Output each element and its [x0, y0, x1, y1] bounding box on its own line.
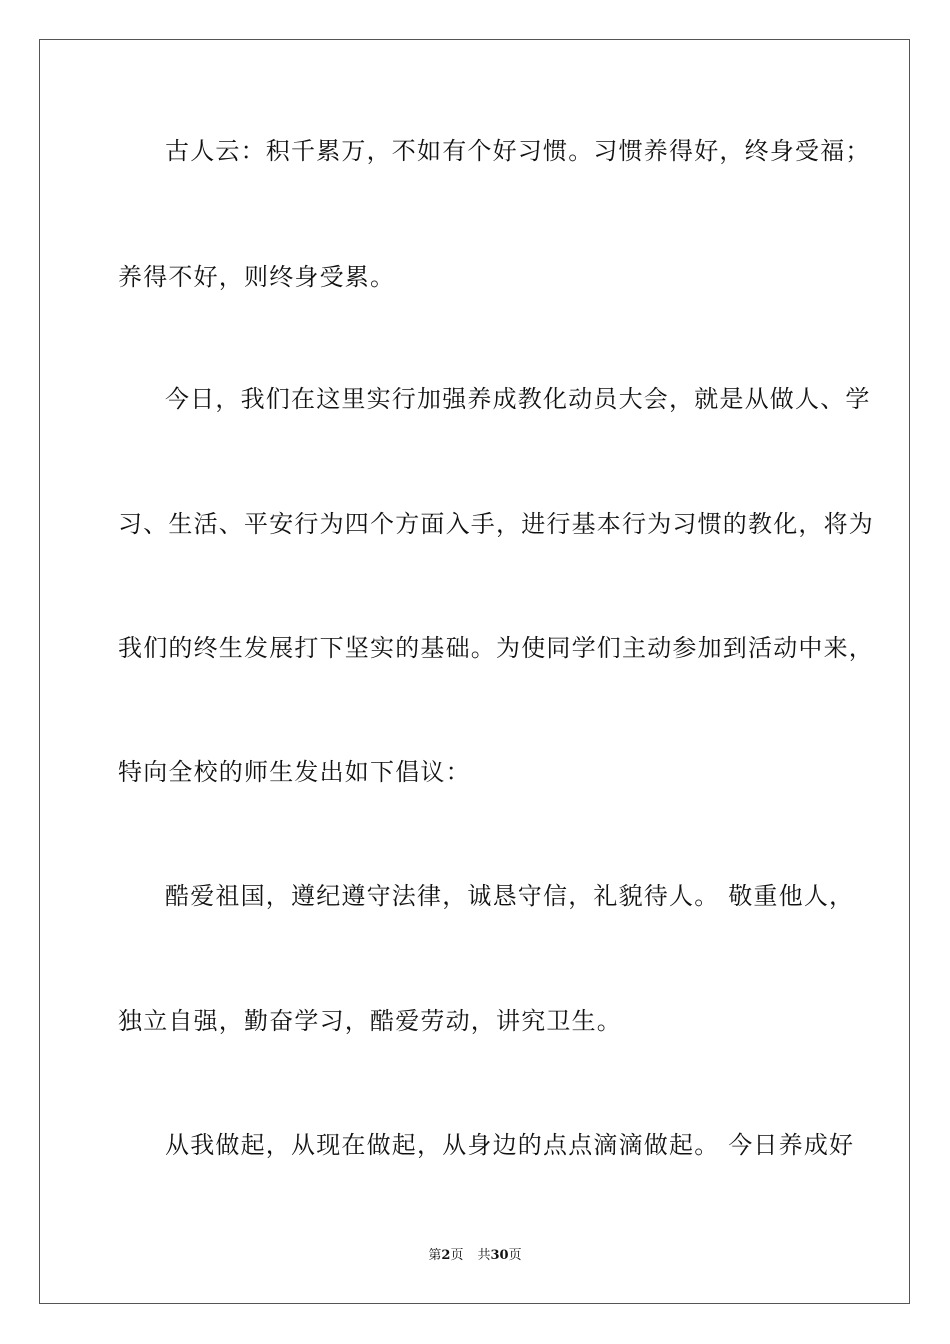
- total-prefix: 共: [477, 1248, 491, 1263]
- page-border: [39, 39, 910, 1304]
- paragraph-3-line-1: 酷爱祖国，遵纪遵守法律，诚恳守信，礼貌待人。 敬重他人，: [165, 882, 855, 910]
- paragraph-1-line-1: 古人云：积千累万，不如有个好习惯。习惯养得好，终身受福；: [165, 137, 871, 165]
- page-number: 2: [441, 1248, 451, 1263]
- paragraph-2-line-1: 今日，我们在这里实行加强养成教化动员大会，就是从做人、学: [165, 385, 871, 413]
- total-pages: 30: [490, 1248, 509, 1263]
- page-suffix: 页: [450, 1248, 464, 1263]
- paragraph-2-line-4: 特向全校的师生发出如下倡议：: [118, 758, 471, 786]
- paragraph-1-line-2: 养得不好，则终身受累。: [118, 263, 396, 291]
- paragraph-2-line-2: 习、生活、平安行为四个方面入手，进行基本行为习惯的教化，将为: [118, 510, 874, 538]
- paragraph-4-line-1: 从我做起，从现在做起，从身边的点点滴滴做起。 今日养成好: [165, 1131, 855, 1159]
- page-footer: [0, 1247, 950, 1265]
- paragraph-2-line-3: 我们的终生发展打下坚实的基础。为使同学们主动参加到活动中来，: [118, 634, 874, 662]
- total-suffix: 页: [508, 1248, 522, 1263]
- page-prefix: 第: [428, 1248, 442, 1263]
- paragraph-3-line-2: 独立自强，勤奋学习，酷爱劳动，讲究卫生。: [118, 1007, 622, 1035]
